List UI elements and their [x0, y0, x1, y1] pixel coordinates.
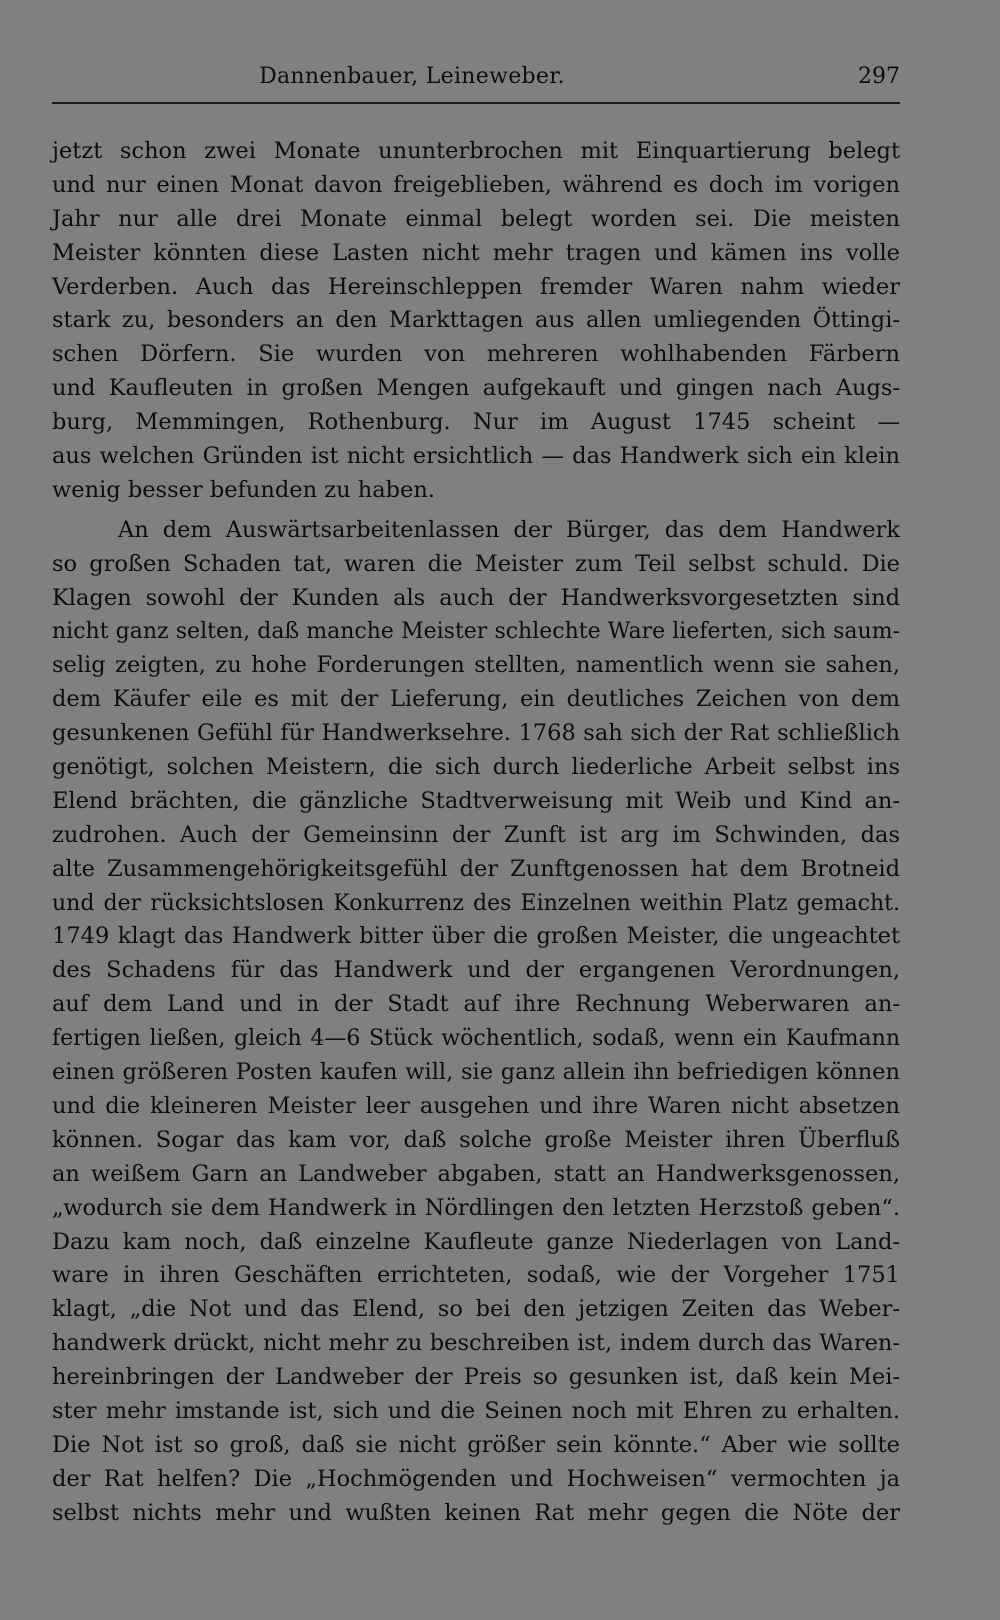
- text-line: wenig besser befunden zu haben.: [52, 476, 436, 503]
- text-line: Elend brächten, die gänzliche Stadtverweisung mit Weib und Kind an-: [52, 787, 900, 814]
- text-line: gesunkenen Gefühl für Handwerksehre. 1768 sah sich der Rat schließlich: [52, 720, 900, 747]
- text-line: und Kaufleuten in großen Mengen aufgekauft und gingen nach Augs-: [52, 375, 900, 402]
- text-line: „wodurch sie dem Handwerk in Nördlingen den letzten Herzstoß geben“.: [52, 1194, 900, 1221]
- text-line: und die kleineren Meister leer ausgehen und ihre Waren nicht absetzen: [52, 1092, 900, 1119]
- text-line: auf dem Land und in der Stadt auf ihre Rechnung Weberwaren an-: [52, 991, 900, 1018]
- text-line: Verderben. Auch das Hereinschleppen fremder Waren nahm wieder: [52, 273, 900, 300]
- text-line: können. Sogar das kam vor, daß solche große Meister ihren Überfluß: [52, 1126, 900, 1153]
- text-line: nicht ganz selten, daß manche Meister schlechte Ware lieferten, sich saum-: [52, 619, 900, 645]
- text-line: jetzt schon zwei Monate ununterbrochen mit Einquartierung belegt: [52, 138, 900, 164]
- text-line: ster mehr imstande ist, sich und die Seinen noch mit Ehren zu erhalten.: [52, 1397, 900, 1424]
- text-line: Die Not ist so groß, daß sie nicht größer sein könnte.“ Aber wie sollte: [52, 1431, 900, 1458]
- text-line: ware in ihren Geschäften errichteten, sodaß, wie der Vorgeher 1751: [52, 1262, 900, 1289]
- text-line: Klagen sowohl der Kunden als auch der Handwerksvorgesetzten sind: [52, 584, 900, 611]
- running-head: [52, 62, 900, 104]
- text-line: und nur einen Monat davon freigeblieben, während es doch im vorigen: [52, 171, 900, 198]
- text-line: und der rücksichtslosen Konkurrenz des Einzelnen weithin Platz gemacht.: [52, 890, 900, 916]
- text-line: aus welchen Gründen ist nicht ersichtlich — das Handwerk sich ein klein: [52, 443, 900, 470]
- body-text: [52, 135, 900, 1531]
- text-line: einen größeren Posten kaufen will, sie ganz allein ihn befriedigen können: [52, 1059, 900, 1086]
- text-line: des Schadens für das Handwerk und der ergangenen Verordnungen,: [52, 957, 900, 984]
- text-line: zudrohen. Auch der Gemeinsinn der Zunft ist arg im Schwinden, das: [52, 821, 900, 848]
- text-line: burg, Memmingen, Rothenburg. Nur im August 1745 scheint —: [52, 409, 900, 436]
- text-line: alte Zusammengehörigkeitsgefühl der Zunftgenossen hat dem Brotneid: [52, 855, 900, 882]
- text-line: selbst nichts mehr und wußten keinen Rat mehr gegen die Nöte der: [52, 1499, 900, 1526]
- paragraph-1: [52, 135, 900, 508]
- text-line: An dem Auswärtsarbeitenlassen der Bürger, das dem Handwerk: [118, 516, 900, 543]
- text-line: Jahr nur alle drei Monate einmal belegt worden sei. Die meisten: [52, 205, 900, 232]
- page-number: 297: [858, 64, 900, 89]
- text-line: klagt, „die Not und das Elend, so bei den jetzigen Zeiten das Weber-: [52, 1296, 900, 1323]
- text-line: Dazu kam noch, daß einzelne Kaufleute ganze Niederlagen von Land-: [52, 1228, 900, 1255]
- text-line: Meister könnten diese Lasten nicht mehr tragen und kämen ins volle: [52, 239, 900, 266]
- text-line: selig zeigten, zu hohe Forderungen stellten, namentlich wenn sie sahen,: [52, 652, 900, 679]
- text-line: handwerk drückt, nicht mehr zu beschreiben ist, indem durch das Waren-: [52, 1330, 900, 1357]
- text-line: stark zu, besonders an den Markttagen aus allen umliegenden Öttingi-: [52, 307, 900, 334]
- text-line: fertigen ließen, gleich 4—6 Stück wöchentlich, sodaß, wenn ein Kaufmann: [52, 1026, 900, 1052]
- text-line: genötigt, solchen Meistern, die sich durch liederliche Arbeit selbst ins: [52, 754, 900, 781]
- running-title: Dannenbauer, Leineweber.: [259, 64, 565, 89]
- text-line: so großen Schaden tat, waren die Meister zum Teil selbst schuld. Die: [52, 550, 900, 577]
- text-line: schen Dörfern. Sie wurden von mehreren wohlhabenden Färbern: [52, 341, 900, 368]
- paragraph-2: [52, 514, 900, 1531]
- text-line: der Rat helfen? Die „Hochmögenden und Hochweisen“ vermochten ja: [52, 1465, 900, 1492]
- text-line: an weißem Garn an Landweber abgaben, statt an Handwerksgenossen,: [52, 1160, 900, 1187]
- text-line: hereinbringen der Landweber der Preis so gesunken ist, daß kein Mei-: [52, 1364, 900, 1391]
- text-line: dem Käufer eile es mit der Lieferung, ein deutliches Zeichen von dem: [52, 686, 900, 713]
- text-line: 1749 klagt das Handwerk bitter über die großen Meister, die ungeachtet: [52, 923, 900, 950]
